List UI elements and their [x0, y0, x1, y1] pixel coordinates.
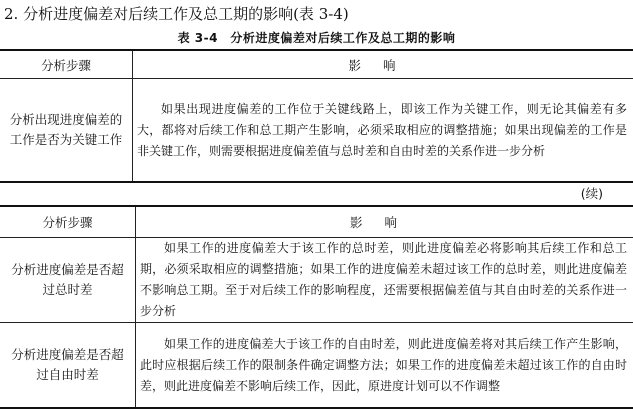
step-cell-total-float: 分析进度偏差是否超过总时差 [0, 238, 136, 323]
deviation-analysis-table [0, 49, 633, 183]
table-row [0, 323, 633, 409]
effect-cell-total-float: 如果工作的进度偏差大于该工作的总时差，则此进度偏差必将影响其后续工作和总工期，必须采取相应的调整措施；如果工作的进度偏差未超过该工作的总时差，则此进度偏差不影响总工期。至于对后续工作的影响程度，还需要根据偏差值与其自由时差的关系作进一步分析 [136, 238, 633, 323]
table-caption: 表 3-4 分析进度偏差对后续工作及总工期的影响 [0, 29, 633, 46]
effect-cell-critical-work: 如果出现进度偏差的工作位于关键线路上，即该工作为关键工作，则无论其偏差有多大，都将对后续工作和总工期产生影响，必须采取相应的调整措施；如果出现偏差的工作是非关键工作，则需要根据进度偏差值与总时差和自由时差的关系作进一步分析 [133, 79, 633, 183]
deviation-analysis-table-continued [0, 205, 633, 409]
section-heading: 2. 分析进度偏差对后续工作及总工期的影响(表 3-4) [4, 4, 349, 24]
step-cell-free-float: 分析进度偏差是否超过自由时差 [0, 323, 136, 409]
column-header-step: 分析步骤 [0, 50, 133, 79]
table-header-row [0, 50, 633, 79]
continued-label: (续) [581, 184, 603, 202]
column-header-step: 分析步骤 [0, 206, 136, 238]
table-header-row [0, 206, 633, 238]
table-row [0, 79, 633, 183]
effect-cell-free-float: 如果工作的进度偏差大于该工作的自由时差，则此进度偏差将对其后续工作产生影响，此时应根据后续工作的限制条件确定调整方法；如果工作的进度偏差未超过该工作的自由时差，则此进度偏差不影响后续工作，因此，原进度计划可以不作调整 [136, 323, 633, 409]
column-header-effect: 影响 [136, 206, 633, 238]
column-header-effect: 影响 [133, 50, 633, 79]
table-row [0, 238, 633, 323]
step-cell-critical-work: 分析出现进度偏差的工作是否为关键工作 [0, 79, 133, 183]
